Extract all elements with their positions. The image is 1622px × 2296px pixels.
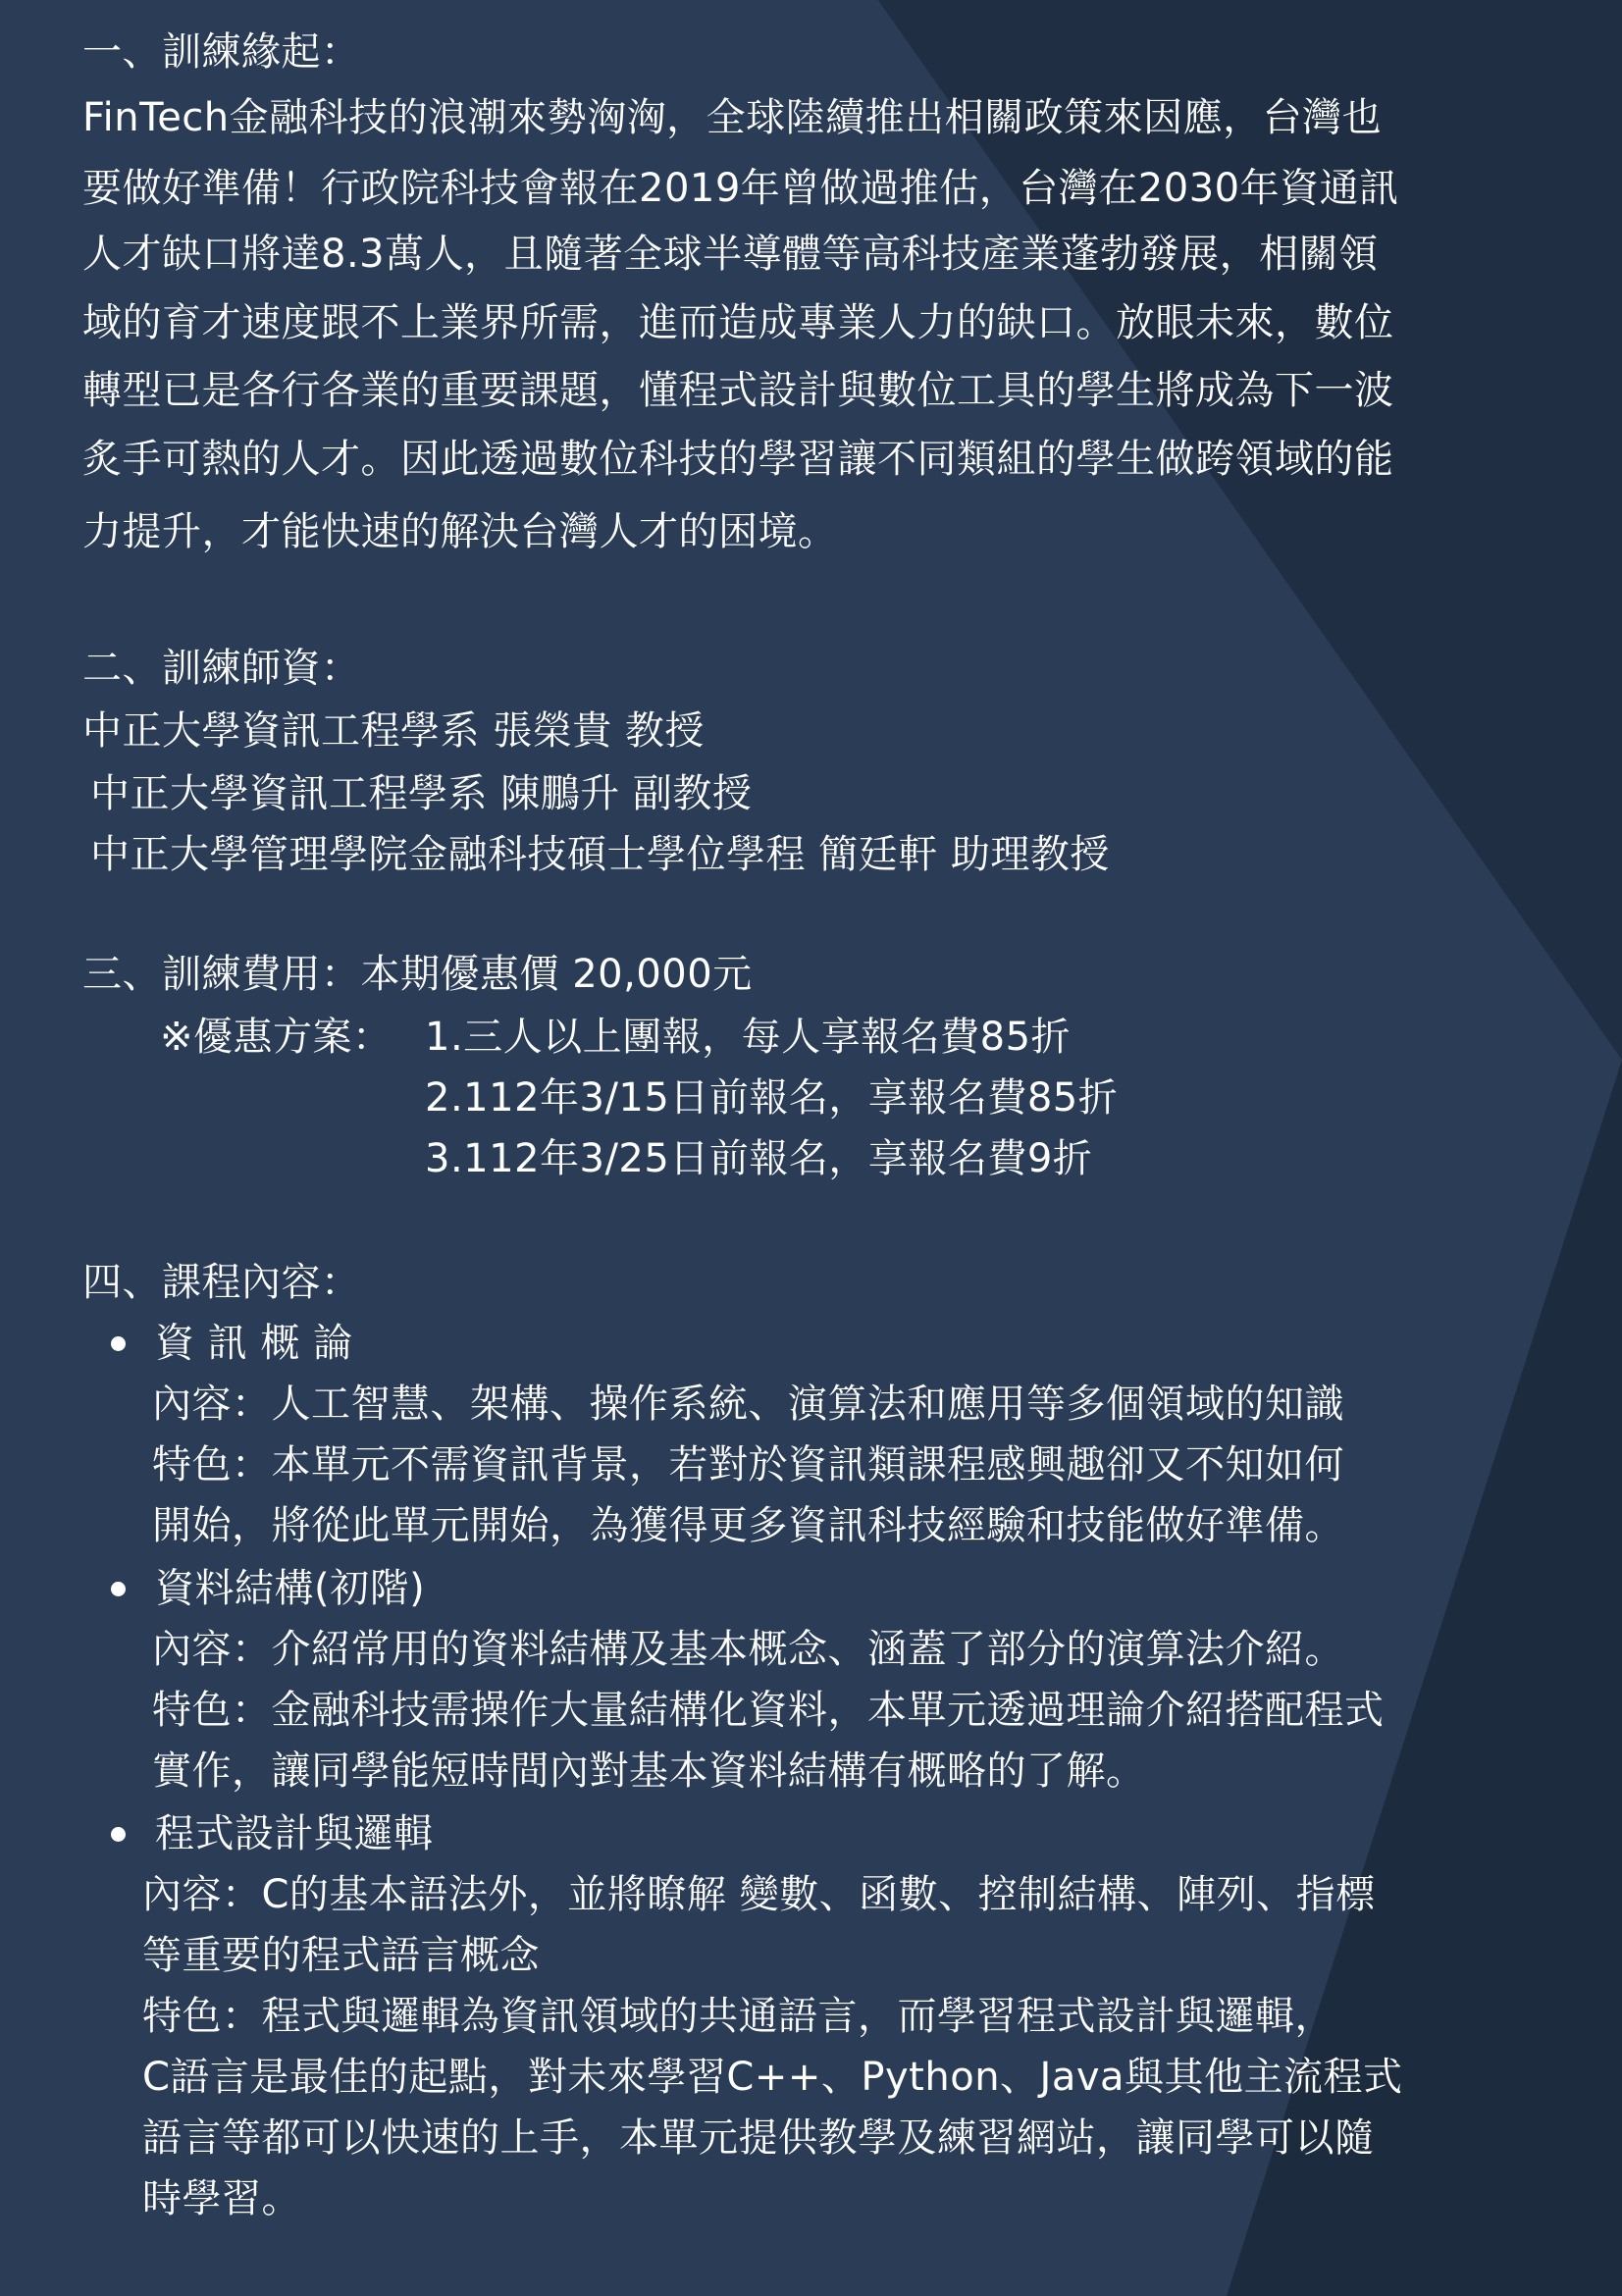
section1-line: 力提升，才能快速的解決台灣人才的困境。 bbox=[82, 509, 838, 554]
section1-heading: 一、訓練緣起： bbox=[82, 29, 361, 75]
course-line: 開始，將從此單元開始，為獲得更多資訊科技經驗和技能做好準備。 bbox=[152, 1503, 1344, 1548]
discount-item: 2.112年3/15日前報名，享報名費85折 bbox=[425, 1075, 1119, 1121]
course-line: 時學習。 bbox=[142, 2176, 301, 2221]
course-line: 等重要的程式語言概念 bbox=[142, 1933, 540, 1978]
section2-heading: 二、訓練師資： bbox=[82, 646, 361, 691]
section1-line: 炙手可熱的人才。因此透過數位科技的學習讓不同類組的學生做跨領域的能 bbox=[82, 437, 1394, 482]
section1-line: 轉型已是各行各業的重要課題，懂程式設計與數位工具的學生將成為下一波 bbox=[82, 368, 1394, 413]
course-line: 內容：介紹常用的資料結構及基本概念、涵蓋了部分的演算法介紹。 bbox=[152, 1627, 1344, 1672]
course-line: 內容：C的基本語法外，並將瞭解 變數、函數、控制結構、陣列、指標 bbox=[142, 1872, 1376, 1917]
course-line: 實作，讓同學能短時間內對基本資料結構有概略的了解。 bbox=[152, 1748, 1146, 1794]
discount-item: 3.112年3/25日前報名，享報名費9折 bbox=[425, 1136, 1093, 1181]
section1-line: FinTech金融科技的浪潮來勢洶洶，全球陸續推出相關政策來因應，台灣也 bbox=[82, 95, 1383, 140]
course-title: 資 訊 概 論 bbox=[155, 1321, 353, 1366]
course-line: 特色：本單元不需資訊背景，若對於資訊類課程感興趣卻又不知如何 bbox=[152, 1442, 1344, 1487]
course-title: 資料結構(初階) bbox=[155, 1566, 426, 1611]
course-line: 語言等都可以快速的上手，本單元提供教學及練習網站，讓同學可以隨 bbox=[142, 2115, 1375, 2161]
bullet-icon bbox=[111, 1336, 126, 1351]
bullet-icon bbox=[111, 1827, 126, 1842]
instructor-line: 中正大學資訊工程學系 陳鵬升 副教授 bbox=[90, 771, 753, 816]
course-title: 程式設計與邏輯 bbox=[155, 1811, 434, 1856]
section3-heading: 三、訓練費用：本期優惠價 20,000元 bbox=[82, 952, 753, 997]
section4-heading: 四、課程內容： bbox=[82, 1260, 361, 1305]
course-line: 特色：金融科技需操作大量結構化資料，本單元透過理論介紹搭配程式 bbox=[152, 1688, 1385, 1733]
course-line: 特色：程式與邏輯為資訊領域的共通語言，而學習程式設計與邏輯， bbox=[142, 1994, 1334, 2039]
discount-item: 1.三人以上團報，每人享報名費85折 bbox=[425, 1015, 1072, 1060]
instructor-line: 中正大學資訊工程學系 張榮貴 教授 bbox=[82, 708, 705, 754]
discount-label: ※優惠方案： bbox=[160, 1015, 392, 1060]
course-line: C語言是最佳的起點，對未來學習C++、Python、Java與其他主流程式 bbox=[142, 2055, 1403, 2100]
instructor-line: 中正大學管理學院金融科技碩士學位學程 簡廷軒 助理教授 bbox=[90, 832, 1110, 877]
bullet-icon bbox=[111, 1582, 126, 1596]
section1-line: 人才缺口將達8.3萬人，且隨著全球半導體等高科技產業蓬勃發展，相關領 bbox=[82, 232, 1379, 277]
course-line: 內容：人工智慧、架構、操作系統、演算法和應用等多個領域的知識 bbox=[152, 1382, 1344, 1427]
section1-line: 要做好準備！行政院科技會報在2019年曾做過推估，台灣在2030年資通訊 bbox=[82, 166, 1399, 211]
section1-line: 域的育才速度跟不上業界所需，進而造成專業人力的缺口。放眼未來，數位 bbox=[82, 300, 1394, 345]
